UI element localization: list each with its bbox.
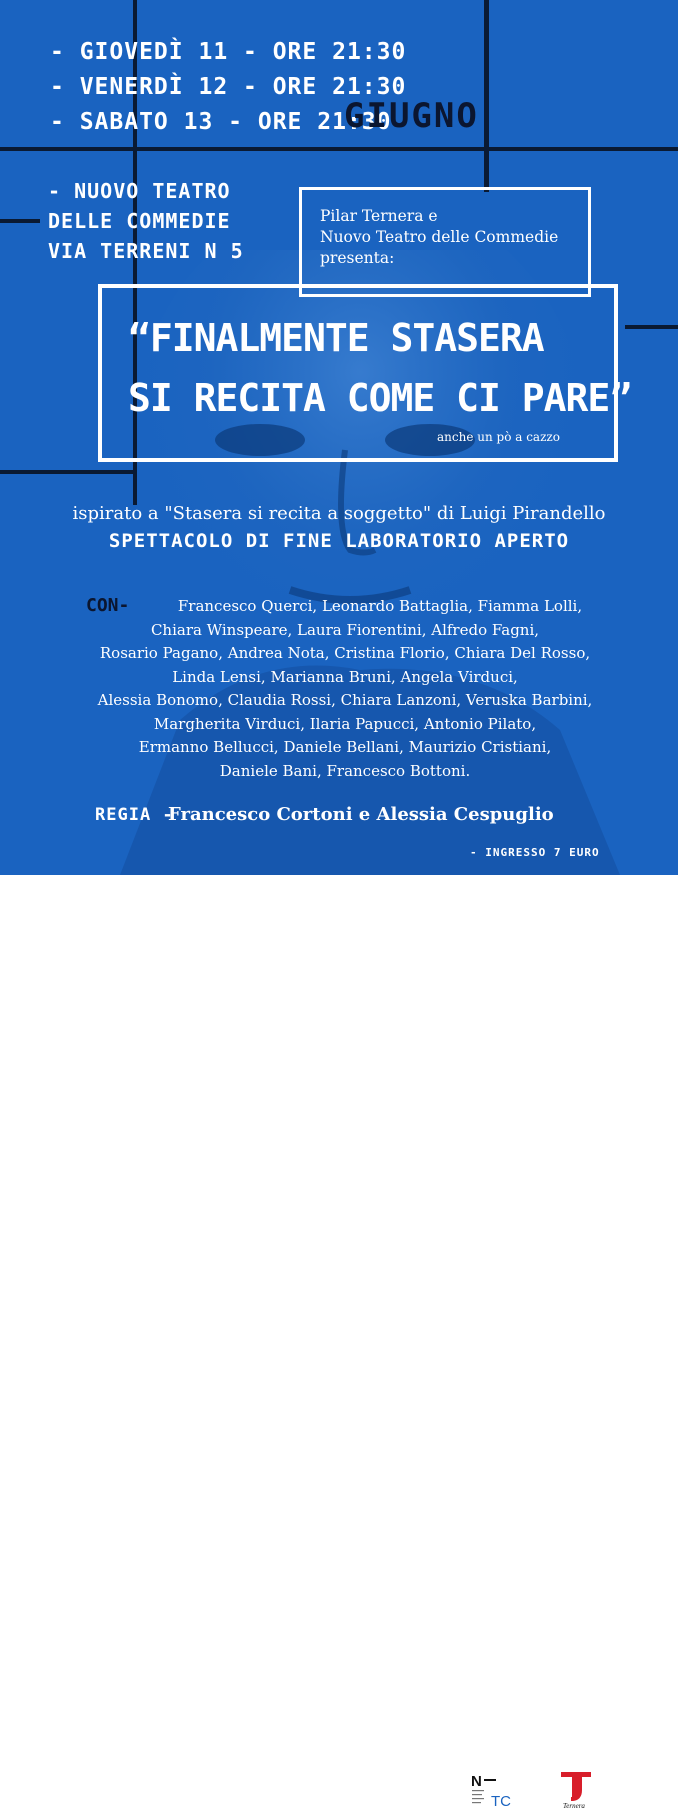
presenter-line: Pilar Ternera e	[320, 207, 438, 225]
ticket-price: - INGRESSO 7 EURO	[470, 846, 600, 859]
ternera-logo	[551, 1770, 597, 1810]
divider-line	[0, 147, 678, 151]
inspired-by-text: ispirato a "Stasera si recita a soggetto" di Luigi Pirandello	[72, 503, 606, 524]
presenter-line: presenta:	[320, 249, 395, 267]
presenter-box	[299, 187, 591, 297]
title-tagline: anche un pò a cazzo	[437, 430, 560, 444]
cast-line: Francesco Querci, Leonardo Battaglia, Fiamma Lolli,	[177, 597, 583, 615]
divider-line	[0, 470, 135, 474]
ntc-logo-n: N	[471, 1773, 482, 1790]
direction-label: REGIA -	[95, 805, 174, 825]
ntc-logo-tc: TC	[491, 1793, 511, 1810]
cast-line: Daniele Bani, Francesco Bottoni.	[219, 761, 471, 780]
cast-line: Ermanno Bellucci, Daniele Bellani, Maurizio Cristiani,	[138, 738, 552, 756]
cast-line: Alessia Bonomo, Claudia Rossi, Chiara Lanzoni, Veruska Barbini,	[97, 691, 593, 709]
venue-line: VIA TERRENI N 5	[48, 239, 244, 263]
cast-line: Rosario Pagano, Andrea Nota, Cristina Florio, Chiara Del Rosso,	[99, 644, 591, 662]
ntc-logo	[470, 1772, 520, 1812]
presenter-line: Nuovo Teatro delle Commedie	[320, 228, 559, 246]
title-line: SI RECITA COME CI PARE”	[128, 376, 632, 420]
venue-line: DELLE COMMEDIE	[48, 209, 231, 233]
cast-label: CON-	[86, 595, 130, 616]
poster	[0, 0, 678, 875]
divider-line	[625, 325, 678, 329]
date-line: - GIOVEDÌ 11 - ORE 21:30	[50, 39, 407, 65]
presenter-text	[320, 206, 558, 269]
month-label: GIUGNO	[344, 96, 479, 136]
cast-line: Linda Lensi, Marianna Bruni, Angela Virduci,	[172, 667, 518, 686]
divider-line	[484, 0, 489, 192]
ternera-logo-text: Ternera	[563, 1802, 585, 1810]
ternera-logo-mark: TJ	[551, 1770, 553, 1771]
footer	[0, 875, 678, 1810]
cast-line: Margherita Virduci, Ilaria Papucci, Antonio Pilato,	[153, 714, 537, 733]
divider-line	[0, 219, 40, 223]
cast-line: Chiara Winspeare, Laura Fiorentini, Alfredo Fagni,	[150, 620, 540, 639]
show-type-text: SPETTACOLO DI FINE LABORATORIO APERTO	[108, 530, 570, 552]
venue-line: - NUOVO TEATRO	[48, 179, 231, 203]
cast-list	[45, 595, 645, 783]
date-line: - SABATO 13 - ORE 21:30	[50, 109, 392, 135]
title-line: “FINALMENTE STASERA	[128, 316, 544, 360]
venue-block	[48, 176, 244, 266]
direction-names: Francesco Cortoni e Alessia Cespuglio	[168, 804, 554, 825]
date-line: - VENERDÌ 12 - ORE 21:30	[50, 74, 407, 100]
